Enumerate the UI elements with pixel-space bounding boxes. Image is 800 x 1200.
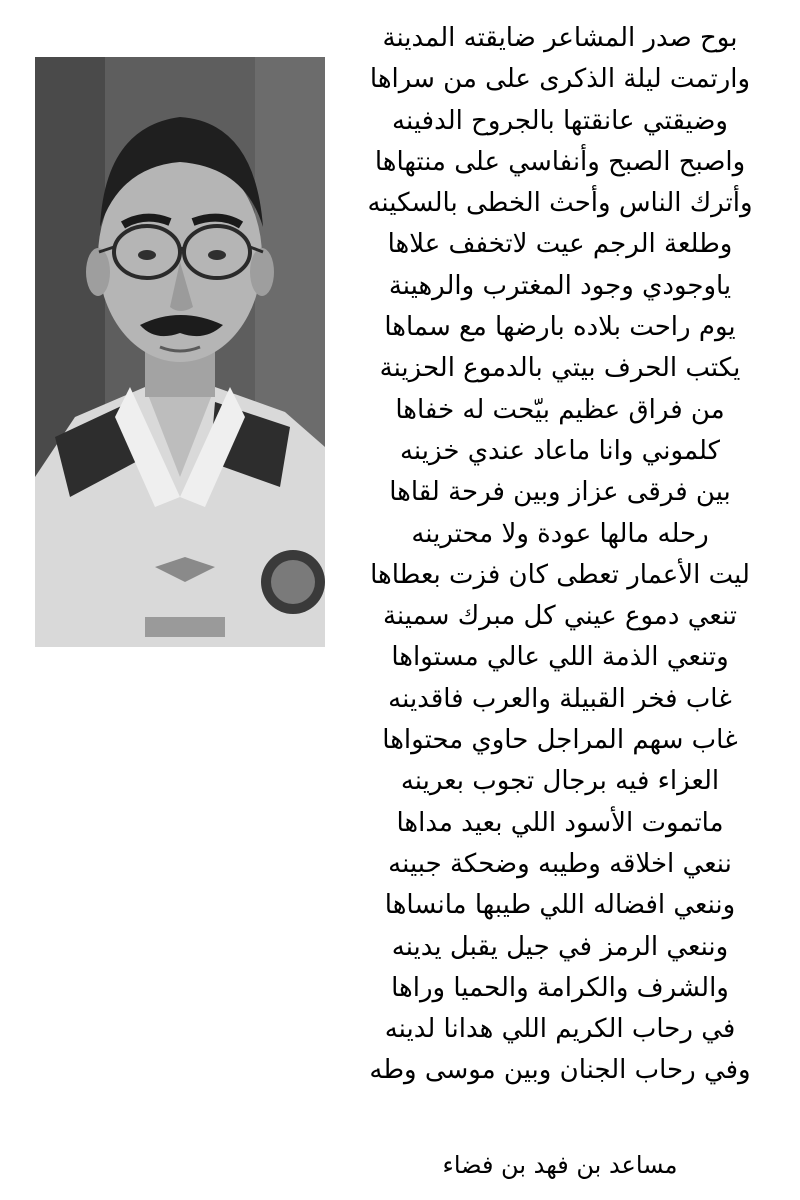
poem-verse: والشرف والكرامة والحميا وراها [391,972,729,1003]
portrait-illustration [35,57,325,647]
poem-verse: في رحاب الكريم اللي هدانا لدينه [384,1014,736,1045]
poem-verse: بوح صدر المشاعر ضايقته المدينة [382,23,738,53]
poem-verse: وارتمت ليلة الذكرى على من سراها [369,64,751,95]
poem-verse: ماتموت الأسود اللي بعيد مداها [396,807,724,838]
poem-verse: غاب فخر القبيلة والعرب فاقدينه [388,683,732,714]
poem-verse: وأترك الناس وأحث الخطى بالسكينه [367,188,753,219]
poem-verse: كلموني وانا ماعاد عندي خزينه [399,435,720,466]
poem-verse: ياوجودي وجود المغترب والرهينة [388,270,732,301]
poem-verse: وتنعي الذمة اللي عالي مستواها [391,642,729,673]
poem-verse: ننعي اخلاقه وطيبه وضحكة جبينه [388,848,732,879]
poem-verse: واصبح الصبح وأنفاسي على منتهاها [374,146,746,177]
poem-verse: ليت الأعمار تعطى كان فزت بعطاها [370,559,750,590]
poem-verse: وطلعة الرجم عيت لاتخفف علاها [387,229,733,260]
poem-verse: العزاء فيه برجال تجوب بعرينه [400,766,720,797]
poem-verse: تنعي دموع عيني كل مبرك سمينة [382,601,737,632]
poem-verse: وضيقتي عانقتها بالجروح الدفينه [392,105,728,136]
poem-verse: من فراق عظيم بيّحت له خفاها [395,394,725,425]
poem-verse: وننعي الرمز في جيل يقبل يدينه [391,931,729,962]
poem-verse: يكتب الحرف بيتي بالدموع الحزينة [379,353,741,384]
portrait-photo [35,57,325,647]
author-signature: مساعد بن فهد بن فضاء [442,1151,678,1179]
poem-verse: وفي رحاب الجنان وبين موسى وطه [369,1055,751,1086]
poem-verses [330,18,790,1092]
poem-verse: يوم راحت بلاده بارضها مع سماها [384,312,736,343]
poem-verse: وننعي افضاله اللي طيبها مانساها [384,890,736,921]
poem-verse: غاب سهم المراجل حاوي محتواها [382,725,738,756]
poem-verse: بين فرقى عزاز وبين فرحة لقاها [389,477,731,508]
poem-verse: رحله مالها عودة ولا محترينه [411,518,709,549]
